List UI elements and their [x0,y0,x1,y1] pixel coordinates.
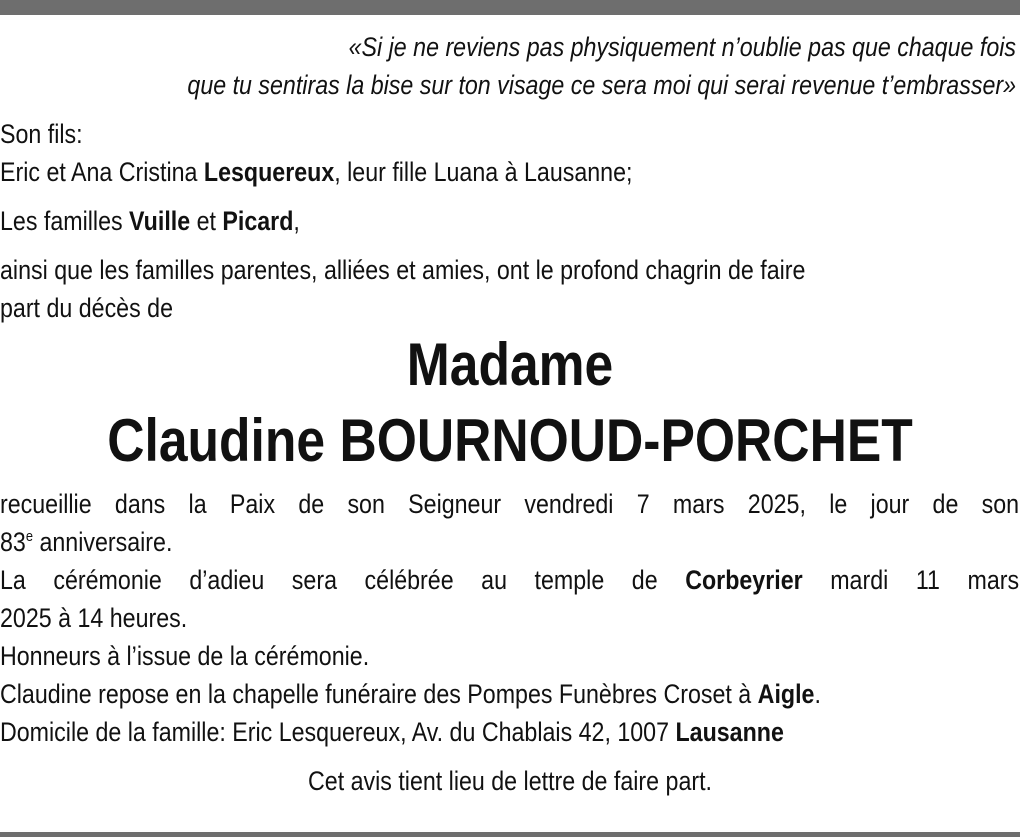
ceremony-line-2: 2025 à 14 heures. [0,603,188,633]
ceremony-place: Corbeyrier [685,565,803,595]
quote-line-1: «Si je ne reviens pas physiquement n’oublie pas que chaque fois [348,32,1016,62]
family-name-vuille: Vuille [129,206,191,236]
domicile-address: Domicile de la famille: Eric Lesquereux, Av. du Chablais 42, 1007 [0,717,676,747]
ceremony-text: La cérémonie d’adieu sera célébrée au temple de [0,565,686,595]
ceremony-line-1 [0,561,1019,599]
deceased-title: Madame [406,331,614,398]
honneurs-line: Honneurs à l’issue de la cérémonie. [0,641,370,671]
age-ordinal: e [25,528,34,545]
deceased-name-block [0,327,1020,479]
death-notice [0,28,1020,800]
announce-line-1: ainsi que les familles parentes, alliées et amies, ont le profond chagrin de faire [0,255,806,285]
quote-line-2: que tu sentiras la bise sur ton visage ce sera moi qui serai revenue t’embrasser» [187,70,1016,100]
age-number: 83 [0,527,26,557]
repose-place: Aigle [757,679,815,709]
repose-text: Claudine repose en la chapelle funéraire des Pompes Funèbres Croset à [0,679,758,709]
families-suffix: , [293,206,300,236]
son-names: Eric et Ana Cristina [0,157,204,187]
son-label: Son fils: [0,119,83,149]
family-name-picard: Picard [222,206,294,236]
details-line-2 [0,523,877,561]
deceased-name: Claudine BOURNOUD-PORCHET [107,407,913,474]
domicile-city: Lausanne [675,717,784,747]
son-surname: Lesquereux [203,157,335,187]
families-line [0,202,877,240]
footer-note: Cet avis tient lieu de lettre de faire part. [308,766,712,796]
families-prefix: Les familles [0,206,130,236]
bottom-rule [0,832,1020,837]
anniversary-text: anniversaire. [33,527,173,557]
repose-period: . [814,679,821,709]
details-line-1: recueillie dans la Paix de son Seigneur vendredi 7 mars 2025, le jour de son [0,489,1020,519]
top-rule [0,0,1020,15]
ceremony-date: mardi 11 mars [802,565,1020,595]
repose-line [0,675,877,713]
announce-line-2: part du décès de [0,293,173,323]
epigraph-quote [0,28,1020,104]
families-conjunction: et [190,206,223,236]
domicile-line [0,713,877,751]
son-line-rest: , leur fille Luana à Lausanne; [334,157,633,187]
son-line [0,153,877,191]
